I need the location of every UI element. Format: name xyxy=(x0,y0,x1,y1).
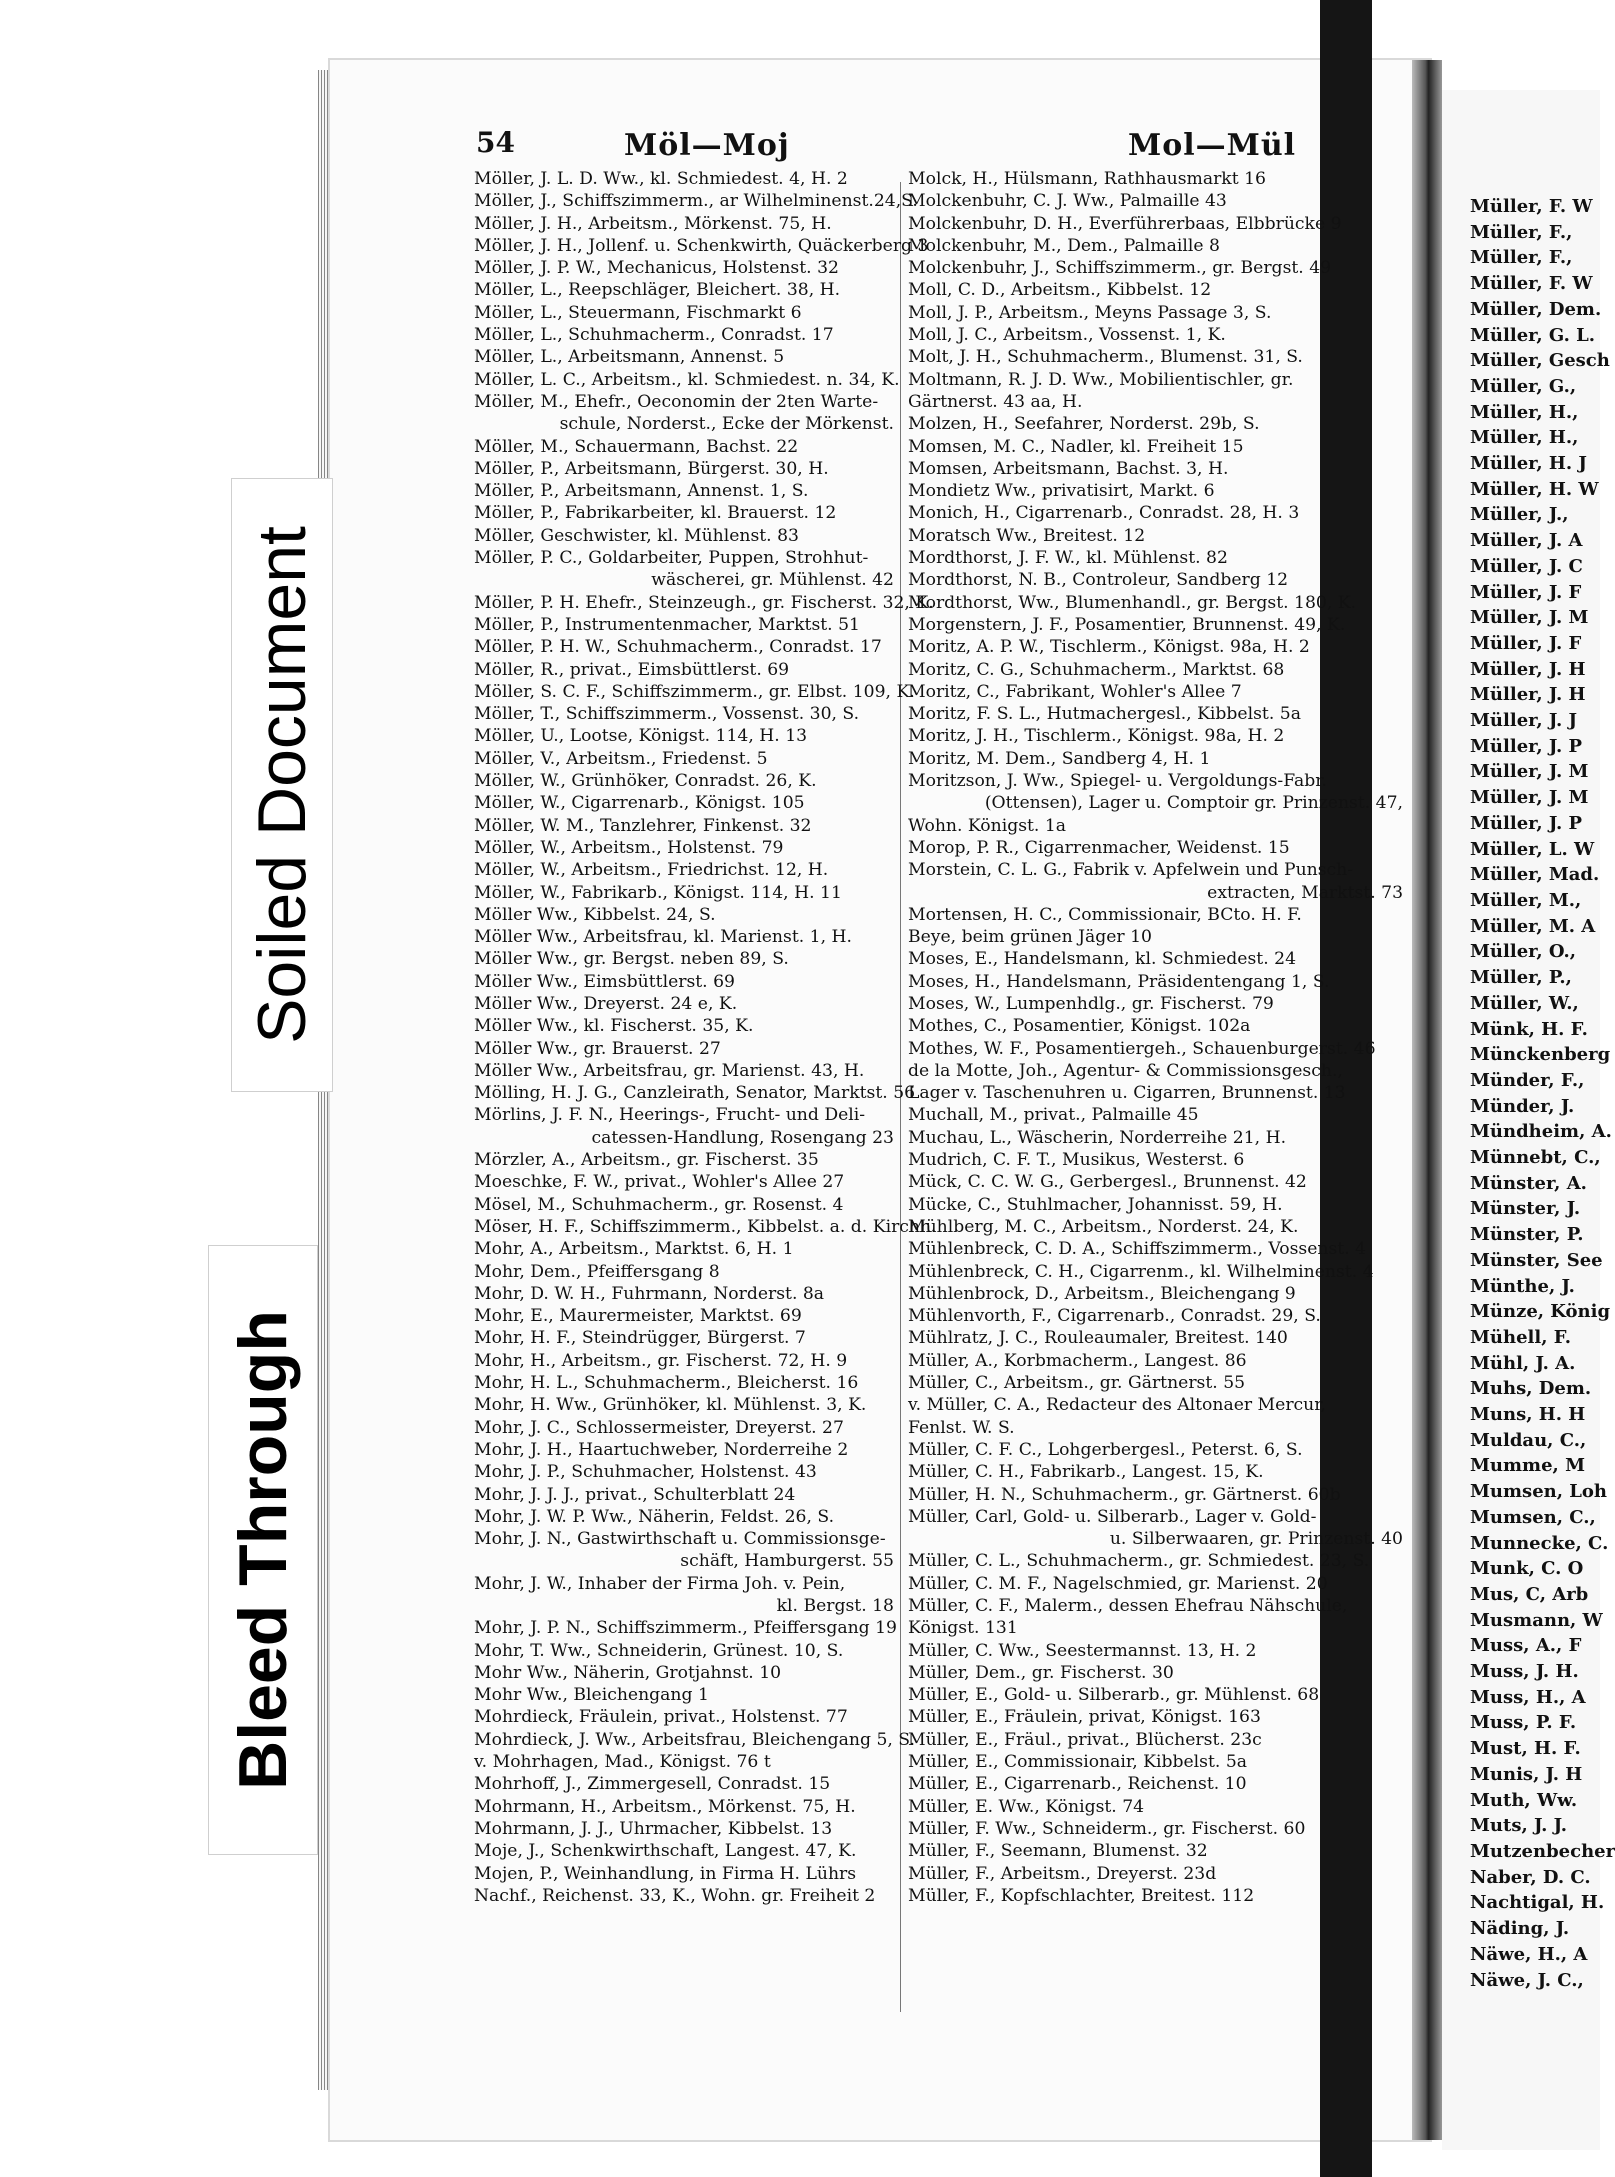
directory-entry: Möller, W., Arbeitsm., Friedrichst. 12, H. xyxy=(474,860,829,881)
directory-entry: Mohr, H., Arbeitsm., gr. Fischerst. 72, H. 9 xyxy=(474,1350,848,1371)
directory-entry: Mohr Ww., Bleichengang 1 xyxy=(474,1685,709,1706)
directory-entry: Müller, J. F xyxy=(1470,581,1582,603)
directory-entry: Müller, F. W xyxy=(1470,196,1593,217)
directory-entry: Müller, A., Korbmacherm., Langest. 86 xyxy=(908,1350,1247,1371)
directory-entry: Mösel, M., Schuhmacherm., gr. Rosenst. 4 xyxy=(474,1194,844,1215)
directory-entry: Möller Ww., Eimsbüttlerst. 69 xyxy=(474,971,735,992)
page-number: 54 xyxy=(476,126,515,159)
directory-entry: Moses, W., Lumpenhdlg., gr. Fischerst. 79 xyxy=(908,993,1274,1014)
directory-entry: Müller, F. Ww., Schneiderm., gr. Fischerst. 60 xyxy=(908,1818,1306,1839)
directory-entry: Muss, J. H. xyxy=(1470,1661,1579,1683)
directory-entry: Mück, C. C. W. G., Gerbergesl., Brunnenst. 42 xyxy=(908,1172,1307,1193)
directory-entry: Mörzler, A., Arbeitsm., gr. Fischerst. 35 xyxy=(474,1150,819,1171)
directory-entry: Mücke, C., Stuhlmacher, Johannisst. 59, H. xyxy=(908,1194,1283,1215)
directory-entry: Moeschke, F. W., privat., Wohler's Allee 27 xyxy=(474,1172,845,1193)
directory-entry: Müller, P., xyxy=(1470,967,1572,989)
directory-entry: Moll, J. C., Arbeitsm., Vossenst. 1, K. xyxy=(908,325,1226,346)
directory-entry: Mohr, E., Maurermeister, Marktst. 69 xyxy=(474,1306,802,1327)
directory-entry: Möller, W. M., Tanzlehrer, Finkenst. 32 xyxy=(474,815,812,836)
directory-entry: Müller, C. F., Malerm., dessen Ehefrau Nähschule, xyxy=(908,1596,1348,1616)
directory-entry: Muns, H. H xyxy=(1470,1404,1586,1426)
directory-entry: Moritz, J. H., Tischlerm., Königst. 98a, H. 2 xyxy=(908,726,1285,747)
directory-entry: Königst. 131 xyxy=(908,1618,1018,1639)
directory-entry: Müller, G., xyxy=(1470,375,1577,397)
directory-entry: u. Silberwaaren, gr. Prinzenst. 40 xyxy=(1109,1529,1403,1550)
directory-entry: Möller, P., Arbeitsmann, Bürgerst. 30, H. xyxy=(474,458,829,479)
directory-entry: Morgenstern, J. F., Posamentier, Brunnenst. 49, K. xyxy=(908,614,1346,635)
right-column xyxy=(904,168,1409,1907)
directory-entry: Nachf., Reichenst. 33, K., Wohn. gr. Freiheit 2 xyxy=(474,1885,876,1906)
directory-entry: Moses, E., Handelsmann, kl. Schmiedest. 24 xyxy=(908,949,1297,970)
soiled-document-label xyxy=(231,478,333,1092)
directory-entry: Mohr, A., Arbeitsm., Marktst. 6, H. 1 xyxy=(474,1239,794,1260)
directory-entry: Müller, Dem., gr. Fischerst. 30 xyxy=(908,1662,1174,1683)
left-column xyxy=(470,168,937,1907)
directory-entry: Müller, F., Kopfschlachter, Breitest. 112 xyxy=(908,1885,1255,1906)
directory-entry: Mothes, C., Posamentier, Königst. 102a xyxy=(908,1016,1251,1037)
directory-entry: Möller, M., Schauermann, Bachst. 22 xyxy=(474,436,799,457)
directory-entry: Moritz, A. P. W., Tischlerm., Königst. 98a, H. 2 xyxy=(908,637,1310,658)
directory-entry: Müller, F., xyxy=(1470,247,1573,269)
directory-entry: Müller, J. C xyxy=(1470,555,1583,577)
directory-entry: Müller, E. Ww., Königst. 74 xyxy=(908,1796,1145,1817)
directory-entry: Münder, J. xyxy=(1470,1095,1575,1117)
directory-entry: Münthe, J. xyxy=(1470,1275,1575,1297)
directory-entry: Möller, J. H., Jollenf. u. Schenkwirth, Quäckerberg 3 xyxy=(474,235,929,256)
directory-entry: Mohr, J. W. P. Ww., Näherin, Feldst. 26, S. xyxy=(474,1506,835,1527)
directory-entry: Molck, H., Hülsmann, Rathhausmarkt 16 xyxy=(908,169,1266,189)
directory-entry: Molckenbuhr, D. H., Everführerbaas, Elbbrücke 9 xyxy=(908,213,1342,234)
directory-entry: Müller, J. H xyxy=(1470,658,1586,680)
directory-entry: Moje, J., Schenkwirthschaft, Langest. 47, K. xyxy=(474,1841,857,1862)
directory-entry: Möller, R., privat., Eimsbüttlerst. 69 xyxy=(474,659,790,680)
directory-entry: Müller, C. H., Fabrikarb., Langest. 15, K. xyxy=(908,1462,1264,1483)
directory-entry: Mojen, P., Weinhandlung, in Firma H. Lührs xyxy=(474,1863,857,1884)
directory-entry: Münnebt, C., xyxy=(1470,1147,1601,1169)
directory-entry: Momsen, M. C., Nadler, kl. Freiheit 15 xyxy=(908,436,1244,457)
directory-entry: Mohr, D. W. H., Fuhrmann, Norderst. 8a xyxy=(474,1283,825,1304)
directory-entry: Mohr, H. F., Steindrügger, Bürgerst. 7 xyxy=(474,1328,806,1349)
directory-entry: Mutzenbecher xyxy=(1470,1841,1615,1862)
directory-entry: Möller, P. H. Ehefr., Steinzeugh., gr. Fischerst. 32, K. xyxy=(474,592,934,613)
directory-entry: Muss, H., A xyxy=(1470,1686,1586,1708)
directory-entry: Mohrhoff, J., Zimmergesell, Conradst. 15 xyxy=(474,1774,831,1795)
directory-entry: Näwe, H., A xyxy=(1470,1943,1588,1965)
directory-entry: Müller, C. Ww., Seestermannst. 13, H. 2 xyxy=(908,1640,1257,1661)
directory-entry: extracten, Marktst. 73 xyxy=(1207,882,1403,903)
directory-entry: Gärtnerst. 43 aa, H. xyxy=(908,391,1083,412)
directory-entry: Münckenberg xyxy=(1470,1044,1611,1066)
directory-entry: Möller Ww., Kibbelst. 24, S. xyxy=(474,904,716,925)
directory-entry: Möller, V., Arbeitsm., Friedenst. 5 xyxy=(474,748,768,769)
directory-entry: Möller, W., Fabrikarb., Königst. 114, H. 11 xyxy=(474,882,842,903)
directory-entry: Munk, C. O xyxy=(1470,1558,1584,1580)
directory-entry: Mohr, J. H., Haartuchweber, Norderreihe 2 xyxy=(474,1439,849,1460)
directory-entry: Müller, Carl, Gold- u. Silberarb., Lager v. Gold- xyxy=(908,1506,1317,1527)
directory-entry: Mohrdieck, J. Ww., Arbeitsfrau, Bleichengang 5, S. xyxy=(474,1729,915,1750)
directory-entry: Müller, E., Gold- u. Silberarb., gr. Mühlenst. 68 xyxy=(908,1685,1320,1706)
directory-entry: Mohr, J. C., Schlossermeister, Dreyerst. 27 xyxy=(474,1417,844,1438)
directory-entry: catessen-Handlung, Rosengang 23 xyxy=(591,1127,894,1148)
directory-entry: Möller, P., Instrumentenmacher, Marktst. 51 xyxy=(474,614,860,635)
directory-entry: Mohr, J. N., Gastwirthschaft u. Commissionsge- xyxy=(474,1529,886,1550)
directory-entry: Moses, H., Handelsmann, Präsidentengang 1, S. xyxy=(908,971,1330,992)
directory-entry: Mörlins, J. F. N., Heerings-, Frucht- und Deli- xyxy=(474,1105,866,1126)
directory-entry: (Ottensen), Lager u. Comptoir gr. Prinzenst. 47, xyxy=(984,793,1403,814)
directory-entry: Mohr, H. L., Schuhmacherm., Bleicherst. 16 xyxy=(474,1373,859,1394)
directory-entry: Muss, P. F. xyxy=(1470,1712,1577,1734)
directory-entry: Möller, Geschwister, kl. Mühlenst. 83 xyxy=(474,525,799,546)
directory-entry: Mühlenvorth, F., Cigarrenarb., Conradst. 29, S. xyxy=(908,1306,1321,1327)
directory-entry: Müller, Gesch xyxy=(1470,350,1610,372)
directory-entry: Möller, L. C., Arbeitsm., kl. Schmiedest. n. 34, K. xyxy=(474,369,900,390)
directory-entry: Müller, H. N., Schuhmacherm., gr. Gärtnerst. 60b xyxy=(908,1484,1341,1505)
directory-entry: Muts, J. J. xyxy=(1470,1815,1568,1837)
directory-entry: Molckenbuhr, C. J. Ww., Palmaille 43 xyxy=(908,191,1227,212)
directory-entry: Müller, F. W xyxy=(1470,273,1593,295)
directory-entry: Müller, W., xyxy=(1470,992,1579,1014)
directory-entry: Mondietz Ww., privatisirt, Markt. 6 xyxy=(908,481,1215,502)
bleed-through-text: Bleed Through xyxy=(225,1310,301,1790)
directory-entry: Müller, J. M xyxy=(1470,761,1589,783)
directory-entry: Munnecke, C. xyxy=(1470,1532,1609,1554)
directory-entry: Möller, S. C. F., Schiffszimmerm., gr. Elbst. 109, K. xyxy=(474,681,915,702)
directory-entry: Münster, J. xyxy=(1470,1198,1581,1220)
directory-entry: Mus, C, Arb xyxy=(1470,1583,1589,1605)
header-left: Möl—Moj xyxy=(624,128,790,163)
directory-entry: Molckenbuhr, J., Schiffszimmerm., gr. Bergst. 49 xyxy=(908,258,1332,279)
directory-entry: Müller, Mad. xyxy=(1470,864,1600,886)
directory-entry: Muss, A., F xyxy=(1470,1635,1582,1657)
directory-entry: Must, H. F. xyxy=(1470,1738,1581,1760)
directory-entry: Müller, M. A xyxy=(1470,915,1596,937)
directory-entry: Muchall, M., privat., Palmaille 45 xyxy=(908,1105,1199,1126)
directory-entry: Möller, J. P. W., Mechanicus, Holstenst. 32 xyxy=(474,258,839,279)
directory-entry: Morstein, C. L. G., Fabrik v. Apfelwein und Punsch- xyxy=(908,860,1354,881)
directory-entry: Müller, J. M xyxy=(1470,787,1589,809)
directory-entry: Molzen, H., Seefahrer, Norderst. 29b, S. xyxy=(908,414,1260,435)
directory-entry: Müller, O., xyxy=(1470,941,1577,963)
directory-entry: Mumme, M xyxy=(1470,1455,1586,1477)
book-gutter xyxy=(1412,60,1442,2140)
directory-entry: Moratsch Ww., Breitest. 12 xyxy=(908,525,1146,546)
directory-entry: Mündheim, A. xyxy=(1470,1121,1612,1143)
directory-entry: Nachtigal, H. xyxy=(1470,1892,1605,1914)
directory-entry: Müller, H. J xyxy=(1470,453,1587,475)
directory-entry: Möller, W., Arbeitsm., Holstenst. 79 xyxy=(474,837,784,858)
directory-entry: schule, Norderst., Ecke der Mörkenst. xyxy=(559,414,894,435)
directory-entry: Möller, M., Ehefr., Oeconomin der 2ten Warte- xyxy=(474,391,879,412)
directory-entry: Müller, E., Commissionair, Kibbelst. 5a xyxy=(908,1752,1248,1773)
directory-entry: Müller, J. P xyxy=(1470,735,1583,757)
directory-entry: Beye, beim grünen Jäger 10 xyxy=(908,927,1152,948)
directory-entry: Mortensen, H. C., Commissionair, BCto. H. F. xyxy=(908,904,1302,925)
directory-entry: de la Motte, Joh., Agentur- & Commissionsgesch., xyxy=(908,1060,1343,1081)
soiled-document-text: Soiled Document xyxy=(244,526,320,1044)
directory-entry: Möller Ww., gr. Bergst. neben 89, S. xyxy=(474,949,789,970)
directory-entry: Münder, F., xyxy=(1470,1069,1585,1091)
directory-entry: Möller Ww., Dreyerst. 24 e, K. xyxy=(474,993,738,1014)
directory-entry: Münster, P. xyxy=(1470,1224,1584,1246)
directory-entry: Müller, J. M xyxy=(1470,607,1589,629)
directory-entry: Möller, L., Steuermann, Fischmarkt 6 xyxy=(474,302,802,323)
directory-entry: Müller, J. J xyxy=(1470,710,1578,732)
directory-entry: Wohn. Königst. 1a xyxy=(908,815,1067,836)
directory-entry: Mumsen, Loh xyxy=(1470,1481,1608,1503)
directory-entry: Möller, T., Schiffszimmerm., Vossenst. 30, S. xyxy=(474,704,860,725)
directory-entry: Müller, F., Seemann, Blumenst. 32 xyxy=(908,1841,1208,1862)
directory-entry: Lager v. Taschenuhren u. Cigarren, Brunnenst. 13 xyxy=(908,1083,1346,1104)
directory-entry: Müller, F., Arbeitsm., Dreyerst. 23d xyxy=(908,1863,1217,1884)
directory-entry: wäscherei, gr. Mühlenst. 42 xyxy=(651,570,894,591)
directory-entry: Musmann, W xyxy=(1470,1609,1603,1631)
directory-entry: Möller, L., Schuhmacherm., Conradst. 17 xyxy=(474,325,834,346)
directory-entry: Morop, P. R., Cigarrenmacher, Weidenst. 15 xyxy=(908,837,1290,858)
directory-entry: Müller, E., Fräulein, privat, Königst. 163 xyxy=(908,1707,1261,1728)
directory-entry: Mohr, J. P. N., Schiffszimmerm., Pfeiffersgang 19 xyxy=(474,1618,897,1639)
directory-entry: Mohr, J. W., Inhaber der Firma Joh. v. Pein, xyxy=(474,1573,846,1594)
directory-entry: Muchau, L., Wäscherin, Norderreihe 21, H. xyxy=(908,1127,1287,1148)
directory-entry: Müller, C. M. F., Nagelschmied, gr. Marienst. 20 xyxy=(908,1573,1328,1594)
scan-margin xyxy=(0,0,20,2177)
directory-entry: Mohr, J. J. J., privat., Schulterblatt 24 xyxy=(474,1484,796,1505)
directory-entry: Fenlst. W. S. xyxy=(908,1417,1015,1438)
directory-entry: Müller, Dem. xyxy=(1470,298,1602,320)
directory-entry: Muhs, Dem. xyxy=(1470,1378,1592,1400)
directory-entry: Müller, J. P xyxy=(1470,812,1583,834)
directory-entry: Möller, U., Lootse, Königst. 114, H. 13 xyxy=(474,726,808,747)
directory-entry: Möller Ww., kl. Fischerst. 35, K. xyxy=(474,1016,754,1037)
directory-entry: Muth, Ww. xyxy=(1470,1789,1578,1811)
directory-entry: Möller Ww., gr. Brauerst. 27 xyxy=(474,1038,721,1059)
header-right: Mol—Mül xyxy=(1128,128,1297,163)
bleed-through-label xyxy=(208,1245,318,1855)
directory-entry: Münster, A. xyxy=(1470,1172,1587,1194)
directory-entry: Müller, J. H xyxy=(1470,684,1586,706)
directory-entry: Möller Ww., Arbeitsfrau, kl. Marienst. 1, H. xyxy=(474,927,852,948)
directory-entry: Mohrmann, H., Arbeitsm., Mörkenst. 75, H. xyxy=(474,1796,856,1817)
directory-entry: Näding, J. xyxy=(1470,1918,1570,1940)
directory-entry: Müller, F., xyxy=(1470,221,1573,243)
directory-entry: Münster, See xyxy=(1470,1249,1603,1271)
directory-entry: Möller, P., Arbeitsmann, Annenst. 1, S. xyxy=(474,481,809,502)
directory-entry: Möller, W., Grünhöker, Conradst. 26, K. xyxy=(474,771,817,792)
directory-entry: Münze, König xyxy=(1470,1301,1611,1323)
directory-entry: Mühl, J. A. xyxy=(1470,1352,1576,1374)
directory-entry: Moltmann, R. J. D. Ww., Mobilientischler, gr. xyxy=(908,369,1294,390)
directory-entry: Möller, J. L. D. Ww., kl. Schmiedest. 4, H. 2 xyxy=(474,169,848,189)
directory-entry: Mohrmann, J. J., Uhrmacher, Kibbelst. 13 xyxy=(474,1818,833,1839)
directory-entry: Monich, H., Cigarrenarb., Conradst. 28, H. 3 xyxy=(908,503,1300,524)
directory-entry: Mohr, Dem., Pfeiffersgang 8 xyxy=(474,1261,720,1282)
directory-entry: kl. Bergst. 18 xyxy=(776,1596,894,1616)
directory-entry: Mölling, H. J. G., Canzleirath, Senator, Marktst. 56 xyxy=(474,1083,916,1104)
directory-entry: Moll, J. P., Arbeitsm., Meyns Passage 3, S. xyxy=(908,302,1272,323)
directory-entry: Mühlberg, M. C., Arbeitsm., Norderst. 24, K. xyxy=(908,1216,1299,1237)
directory-entry: Möller Ww., Arbeitsfrau, gr. Marienst. 43, H. xyxy=(474,1060,865,1081)
directory-entry: Müller, C. F. C., Lohgerbergesl., Peterst. 6, S. xyxy=(908,1439,1303,1460)
directory-entry: Müller, H. W xyxy=(1470,478,1599,500)
directory-entry: Moritz, C. G., Schuhmacherm., Marktst. 68 xyxy=(908,659,1285,680)
directory-entry: Mordthorst, J. F. W., kl. Mühlenst. 82 xyxy=(908,548,1228,569)
directory-entry: Müller, J. A xyxy=(1470,530,1583,552)
directory-entry: Möller, P. C., Goldarbeiter, Puppen, Strohhut- xyxy=(474,548,869,569)
directory-entry: Mohrdieck, Fräulein, privat., Holstenst. 77 xyxy=(474,1707,848,1728)
directory-entry: Müller, E., Cigarrenarb., Reichenst. 10 xyxy=(908,1774,1247,1795)
directory-entry: Müller, C. L., Schuhmacherm., gr. Schmiedest. 23, S. xyxy=(908,1551,1370,1572)
directory-entry: Möller, P., Fabrikarbeiter, kl. Brauerst. 12 xyxy=(474,503,837,524)
directory-entry: Moll, C. D., Arbeitsm., Kibbelst. 12 xyxy=(908,280,1212,301)
directory-entry: Mothes, W. F., Posamentiergeh., Schauenburgerst. 46 xyxy=(908,1038,1376,1059)
directory-entry: Muldau, C., xyxy=(1470,1429,1587,1451)
directory-entry: Müller, M., xyxy=(1470,889,1582,911)
directory-entry: Müller, L. W xyxy=(1470,838,1595,860)
directory-entry: Moritzson, J. Ww., Spiegel- u. Vergoldungs-Fabr. xyxy=(908,771,1328,792)
directory-entry: Molt, J. H., Schuhmacherm., Blumenst. 31, S. xyxy=(908,347,1303,368)
directory-entry: Möller, J. H., Arbeitsm., Mörkenst. 75, H. xyxy=(474,213,832,234)
directory-entry: Moritz, C., Fabrikant, Wohler's Allee 7 xyxy=(908,681,1242,702)
directory-entry: Müller, J., xyxy=(1470,504,1569,526)
directory-entry: Munis, J. H xyxy=(1470,1763,1583,1785)
directory-entry: Momsen, Arbeitsmann, Bachst. 3, H. xyxy=(908,458,1229,479)
directory-entry: Mühlratz, J. C., Rouleaumaler, Breitest. 140 xyxy=(908,1328,1288,1349)
next-page-fragment xyxy=(1442,90,1615,2150)
directory-entry: Mumsen, C., xyxy=(1470,1506,1596,1528)
directory-entry: Mordthorst, Ww., Blumenhandl., gr. Bergst. 180, K. xyxy=(908,592,1357,613)
directory-entry: Müller, H., xyxy=(1470,427,1579,449)
directory-entry: Müller, G. L. xyxy=(1470,324,1596,346)
directory-entry: Moritz, M. Dem., Sandberg 4, H. 1 xyxy=(908,748,1211,769)
directory-entry: Mohr, J. P., Schuhmacher, Holstenst. 43 xyxy=(474,1462,817,1483)
directory-entry: Mordthorst, N. B., Controleur, Sandberg 12 xyxy=(908,570,1289,591)
directory-entry: Müller, E., Fräul., privat., Blücherst. 23c xyxy=(908,1729,1262,1750)
directory-entry: Mühlenbreck, C. D. A., Schiffszimmerm., Vossenst. 4 xyxy=(908,1239,1367,1260)
directory-entry: Müller, J. F xyxy=(1470,632,1582,654)
directory-entry: Mohr, T. Ww., Schneiderin, Grünest. 10, S. xyxy=(474,1640,844,1661)
directory-entry: Möller, J., Schiffszimmerm., ar Wilhelminenst.24,S. xyxy=(474,191,918,212)
directory-entry: Mudrich, C. F. T., Musikus, Westerst. 6 xyxy=(908,1150,1245,1171)
directory-entry: Mühlenbrock, D., Arbeitsm., Bleichengang 9 xyxy=(908,1283,1296,1304)
directory-entry: Mohr Ww., Näherin, Grotjahnst. 10 xyxy=(474,1662,782,1683)
directory-entry: Mühlenbreck, C. H., Cigarrenm., kl. Wilhelminenst. 4 xyxy=(908,1261,1374,1282)
directory-entry: schäft, Hamburgerst. 55 xyxy=(680,1551,894,1572)
directory-entry: Möller, L., Reepschläger, Bleichert. 38, H. xyxy=(474,280,841,301)
directory-entry: Münk, H. F. xyxy=(1470,1018,1588,1040)
directory-entry: Naber, D. C. xyxy=(1470,1866,1591,1888)
directory-entry: Mohr, H. Ww., Grünhöker, kl. Mühlenst. 3, K. xyxy=(474,1395,867,1416)
directory-entry: Molckenbuhr, M., Dem., Palmaille 8 xyxy=(908,235,1220,256)
directory-entry: Müller, H., xyxy=(1470,401,1579,423)
directory-entry: Möller, P. H. W., Schuhmacherm., Conradst. 17 xyxy=(474,637,882,658)
directory-entry: Moritz, F. S. L., Hutmachergesl., Kibbelst. 5a xyxy=(908,704,1301,725)
directory-entry: Näwe, J. C., xyxy=(1470,1969,1584,1991)
directory-entry: Möller, W., Cigarrenarb., Königst. 105 xyxy=(474,793,805,814)
directory-entry: Müller, C., Arbeitsm., gr. Gärtnerst. 55 xyxy=(908,1373,1246,1394)
directory-entry: Möller, L., Arbeitsmann, Annenst. 5 xyxy=(474,347,785,368)
directory-entry: v. Mohrhagen, Mad., Königst. 76 t xyxy=(474,1752,771,1773)
directory-entry: v. Müller, C. A., Redacteur des Altonaer Mercur, xyxy=(908,1395,1327,1416)
directory-entry: Mühell, F. xyxy=(1470,1326,1571,1348)
directory-entry: Möser, H. F., Schiffszimmerm., Kibbelst. a. d. Kirchh. xyxy=(474,1216,937,1237)
